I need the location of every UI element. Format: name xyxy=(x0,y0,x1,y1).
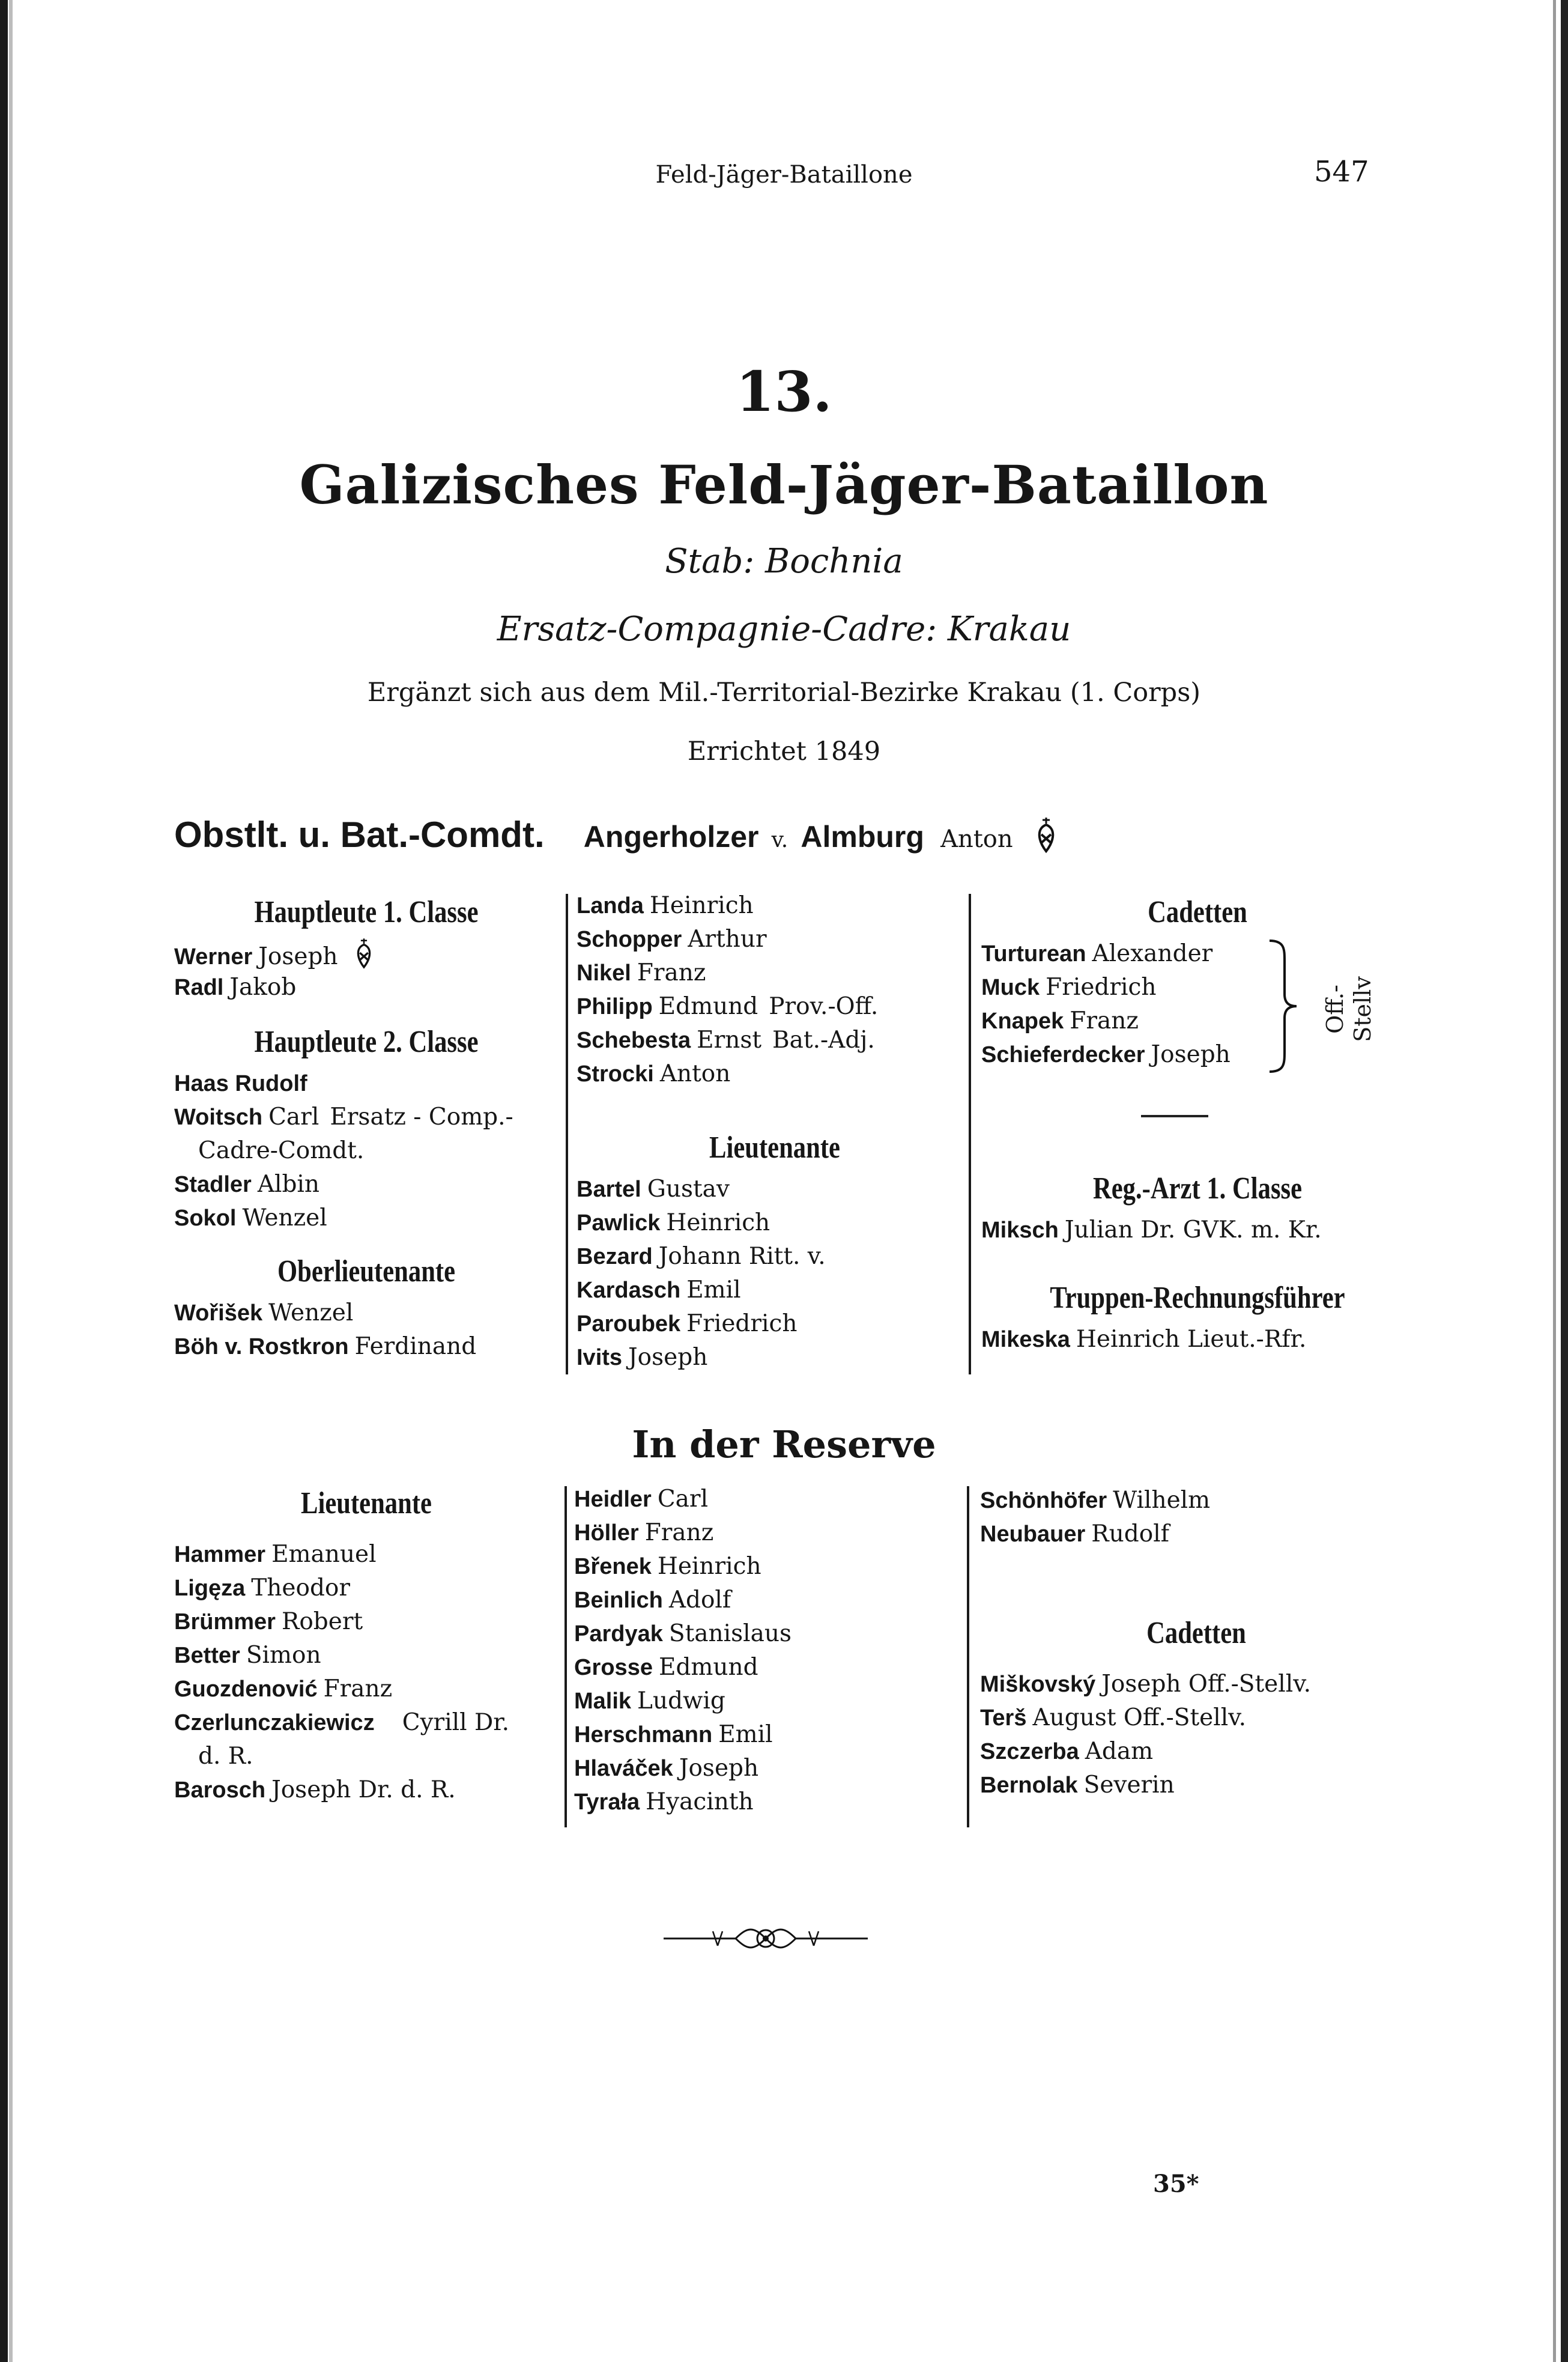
list-item: Strocki Anton xyxy=(577,1060,731,1087)
list-item: Neubauer Rudolf xyxy=(980,1520,1170,1547)
reserve-column-2 xyxy=(574,1483,970,1819)
heading-truppen-rechnungsfuehrer: Truppen-Rechnungsführer xyxy=(1050,1281,1345,1315)
commander-line xyxy=(174,814,1058,861)
list-item: Werner Joseph xyxy=(174,937,558,971)
active-column-1 xyxy=(174,888,558,1364)
list-item: Landa Heinrich xyxy=(577,892,754,919)
active-column-3 xyxy=(981,888,1414,1072)
list-item: Tyrała Hyacinth xyxy=(574,1788,754,1815)
list-item: Břenek Heinrich xyxy=(574,1553,761,1580)
erganzt-line: Ergänzt sich aus dem Mil.-Territorial-Bezirke Krakau (1. Corps) xyxy=(367,678,1201,708)
section-number: 13. xyxy=(736,359,832,424)
list-item: Miškovský Joseph Off.-Stellv. xyxy=(980,1671,1312,1698)
heading-cadetten: Cadetten xyxy=(1148,895,1247,929)
list-item: Knapek Franz xyxy=(981,1007,1139,1034)
list-item: Heidler Carl xyxy=(574,1486,709,1513)
brace-note-1: Off.- xyxy=(1322,985,1348,1034)
list-item: Guozdenović Franz xyxy=(174,1675,393,1702)
list-item: Ivits Joseph xyxy=(577,1344,708,1371)
signature-mark: 35* xyxy=(1153,2170,1199,2198)
brace-note-2: Stellv xyxy=(1349,976,1376,1042)
page-spine-shadow xyxy=(0,0,8,2362)
list-item: Bartel Gustav xyxy=(577,1176,730,1203)
list-item: Böh v. Rostkron Ferdinand xyxy=(174,1333,477,1360)
list-item: Philipp Edmund Prov.-Off. xyxy=(577,993,879,1020)
list-item: Kardasch Emil xyxy=(577,1277,741,1304)
list-item: Pardyak Stanislaus xyxy=(574,1620,792,1647)
active-column-3-lower xyxy=(981,1164,1414,1356)
list-item: Czerlunczakiewicz Cyrill Dr. d. R. xyxy=(174,1709,510,1770)
order-cross-icon xyxy=(354,937,374,979)
list-item: Radl Jakob xyxy=(174,974,297,1001)
reserve-column-3 xyxy=(980,1484,1412,1802)
list-item: Turturean Alexander xyxy=(981,940,1213,967)
list-item: Sokol Wenzel xyxy=(174,1204,327,1231)
list-item: Mikeska Heinrich Lieut.-Rfr. xyxy=(981,1326,1307,1353)
list-item: Terš August Off.-Stellv. xyxy=(980,1704,1246,1731)
heading-reserve-lieutenante: Lieutenante xyxy=(301,1486,432,1520)
commander-rank: Obstlt. u. Bat.-Comdt. xyxy=(174,815,545,855)
list-item: Grosse Edmund xyxy=(574,1654,758,1681)
column-rule-1 xyxy=(566,894,568,1374)
divider-dash xyxy=(1141,1115,1208,1117)
list-item: Bezard Johann Ritt. v. xyxy=(577,1243,826,1270)
list-item: Schopper Arthur xyxy=(577,926,767,953)
heading-reserve-cadetten: Cadetten xyxy=(1146,1616,1246,1650)
running-head-title: Feld-Jäger-Bataillone xyxy=(655,161,913,189)
list-item: Stadler Albin xyxy=(174,1171,320,1198)
active-column-2 xyxy=(577,889,973,1374)
stab-line: Stab: Bochnia xyxy=(665,542,903,581)
curly-brace-icon xyxy=(1267,937,1303,1075)
list-item: Bernolak Severin xyxy=(980,1772,1175,1799)
list-item: Ligęza Theodor xyxy=(174,1574,351,1601)
heading-oberlieutenante: Oberlieutenante xyxy=(277,1254,456,1289)
list-item: Muck Friedrich xyxy=(981,974,1157,1001)
commander-particle: v. xyxy=(771,828,789,852)
reserve-column-rule-1 xyxy=(565,1486,567,1827)
reserve-column-1 xyxy=(174,1479,558,1807)
list-item: Beinlich Adolf xyxy=(574,1586,731,1614)
heading-lieutenante: Lieutenante xyxy=(709,1131,840,1165)
page-spine-edge xyxy=(9,0,13,2362)
list-item: Schönhöfer Wilhelm xyxy=(980,1487,1211,1514)
page-number: 547 xyxy=(1314,155,1369,189)
errichtet-line: Errichtet 1849 xyxy=(687,736,881,767)
list-item: Hlaváček Joseph xyxy=(574,1755,759,1782)
reserve-title: In der Reserve xyxy=(632,1422,936,1466)
commander-surname: Angerholzer xyxy=(583,820,759,854)
list-item: Haas Rudolf xyxy=(174,1071,307,1096)
list-item: Szczerba Adam xyxy=(980,1738,1154,1765)
list-item: Malik Ludwig xyxy=(574,1687,725,1714)
page-right-edge-line xyxy=(1553,0,1556,2362)
brace-note xyxy=(1306,943,1378,1081)
list-item: Schebesta Ernst Bat.-Adj. xyxy=(577,1027,875,1054)
list-item: Woitsch Carl Ersatz - Comp.- Cadre-Comdt. xyxy=(174,1104,513,1164)
list-item: Paroubek Friedrich xyxy=(577,1310,798,1337)
heading-hauptleute-2: Hauptleute 2. Classe xyxy=(254,1025,479,1059)
list-item: Pawlick Heinrich xyxy=(577,1209,770,1236)
list-item: Höller Franz xyxy=(574,1519,714,1546)
list-item: Nikel Franz xyxy=(577,959,706,986)
printer-ornament-icon xyxy=(664,1920,868,1959)
list-item: Better Simon xyxy=(174,1642,321,1669)
cadet-brace-group xyxy=(981,937,1414,1072)
list-item: Schieferdecker Joseph xyxy=(981,1041,1230,1068)
list-item: Brümmer Robert xyxy=(174,1608,363,1635)
commander-given: Anton xyxy=(940,825,1013,853)
list-item: Miksch Julian Dr. GVK. m. Kr. xyxy=(981,1216,1322,1243)
heading-reg-arzt: Reg.-Arzt 1. Classe xyxy=(1092,1171,1303,1206)
list-item: Hammer Emanuel xyxy=(174,1541,377,1568)
heading-hauptleute-1: Hauptleute 1. Classe xyxy=(254,895,479,929)
list-item: Herschmann Emil xyxy=(574,1721,773,1748)
list-item: Barosch Joseph Dr. d. R. xyxy=(174,1776,456,1803)
commander-estate: Almburg xyxy=(801,820,924,854)
section-title: Galizisches Feld-Jäger-Bataillon xyxy=(299,454,1269,516)
page-right-edge xyxy=(1561,0,1568,2362)
ersatz-line: Ersatz-Compagnie-Cadre: Krakau xyxy=(497,610,1071,649)
order-cross-icon xyxy=(1034,816,1058,861)
list-item: Wořišek Wenzel xyxy=(174,1299,354,1326)
